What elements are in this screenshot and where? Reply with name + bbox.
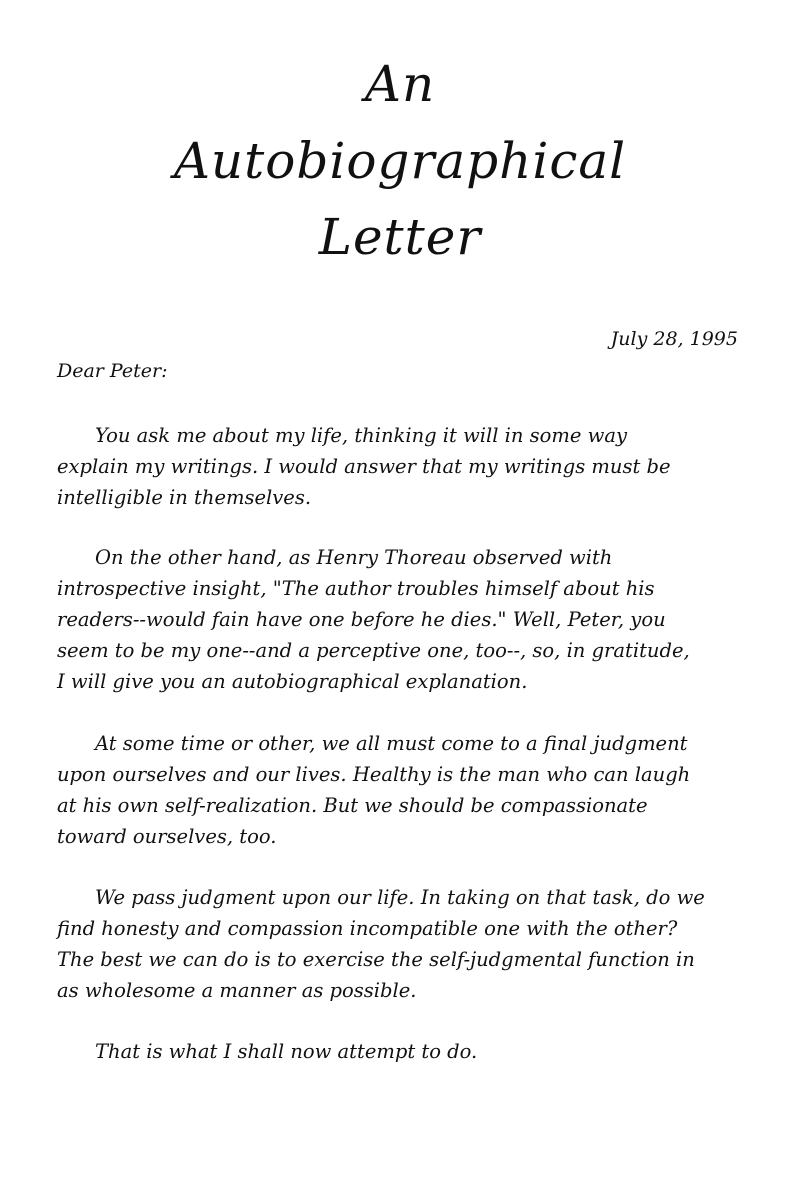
paragraph-5 (57, 1036, 757, 1067)
paragraph-line: The best we can do is to exercise the self-judgmental function in (57, 948, 695, 971)
paragraph-3 (57, 728, 757, 852)
paragraph-line: explain my writings. I would answer that my writings must be (57, 455, 671, 478)
paragraph-line: readers--would fain have one before he dies." Well, Peter, you (57, 608, 666, 631)
paragraph-2 (57, 542, 757, 697)
paragraph-line: That is what I shall now attempt to do. (95, 1040, 478, 1063)
paragraph-line: We pass judgment upon our life. In taking on that task, do we (95, 886, 705, 909)
paragraph-line: intelligible in themselves. (57, 486, 312, 509)
paragraph-line: On the other hand, as Henry Thoreau observed with (95, 546, 613, 569)
title-line-1: An (364, 55, 436, 113)
paragraph-line: toward ourselves, too. (57, 825, 277, 848)
paragraph-line: At some time or other, we all must come to a final judgment (95, 732, 688, 755)
paragraph-line: at his own self-realization. But we should be compassionate (57, 794, 648, 817)
paragraph-line: I will give you an autobiographical explanation. (57, 670, 528, 693)
paragraph-line: introspective insight, "The author troubles himself about his (57, 577, 655, 600)
paragraph-line: You ask me about my life, thinking it will in some way (95, 424, 627, 447)
paragraph-line: as wholesome a manner as possible. (57, 979, 417, 1002)
title-line-2: Autobiographical (173, 132, 627, 190)
paragraph-line: find honesty and compassion incompatible one with the other? (57, 917, 678, 940)
salutation: Dear Peter: (57, 360, 168, 382)
paragraph-line: upon ourselves and our lives. Healthy is the man who can laugh (57, 763, 691, 786)
paragraph-1 (57, 420, 757, 513)
letter-date: July 28, 1995 (610, 328, 738, 350)
title-line-3: Letter (318, 208, 482, 266)
paragraph-4 (57, 882, 757, 1006)
paragraph-line: seem to be my one--and a perceptive one, too--, so, in gratitude, (57, 639, 690, 662)
